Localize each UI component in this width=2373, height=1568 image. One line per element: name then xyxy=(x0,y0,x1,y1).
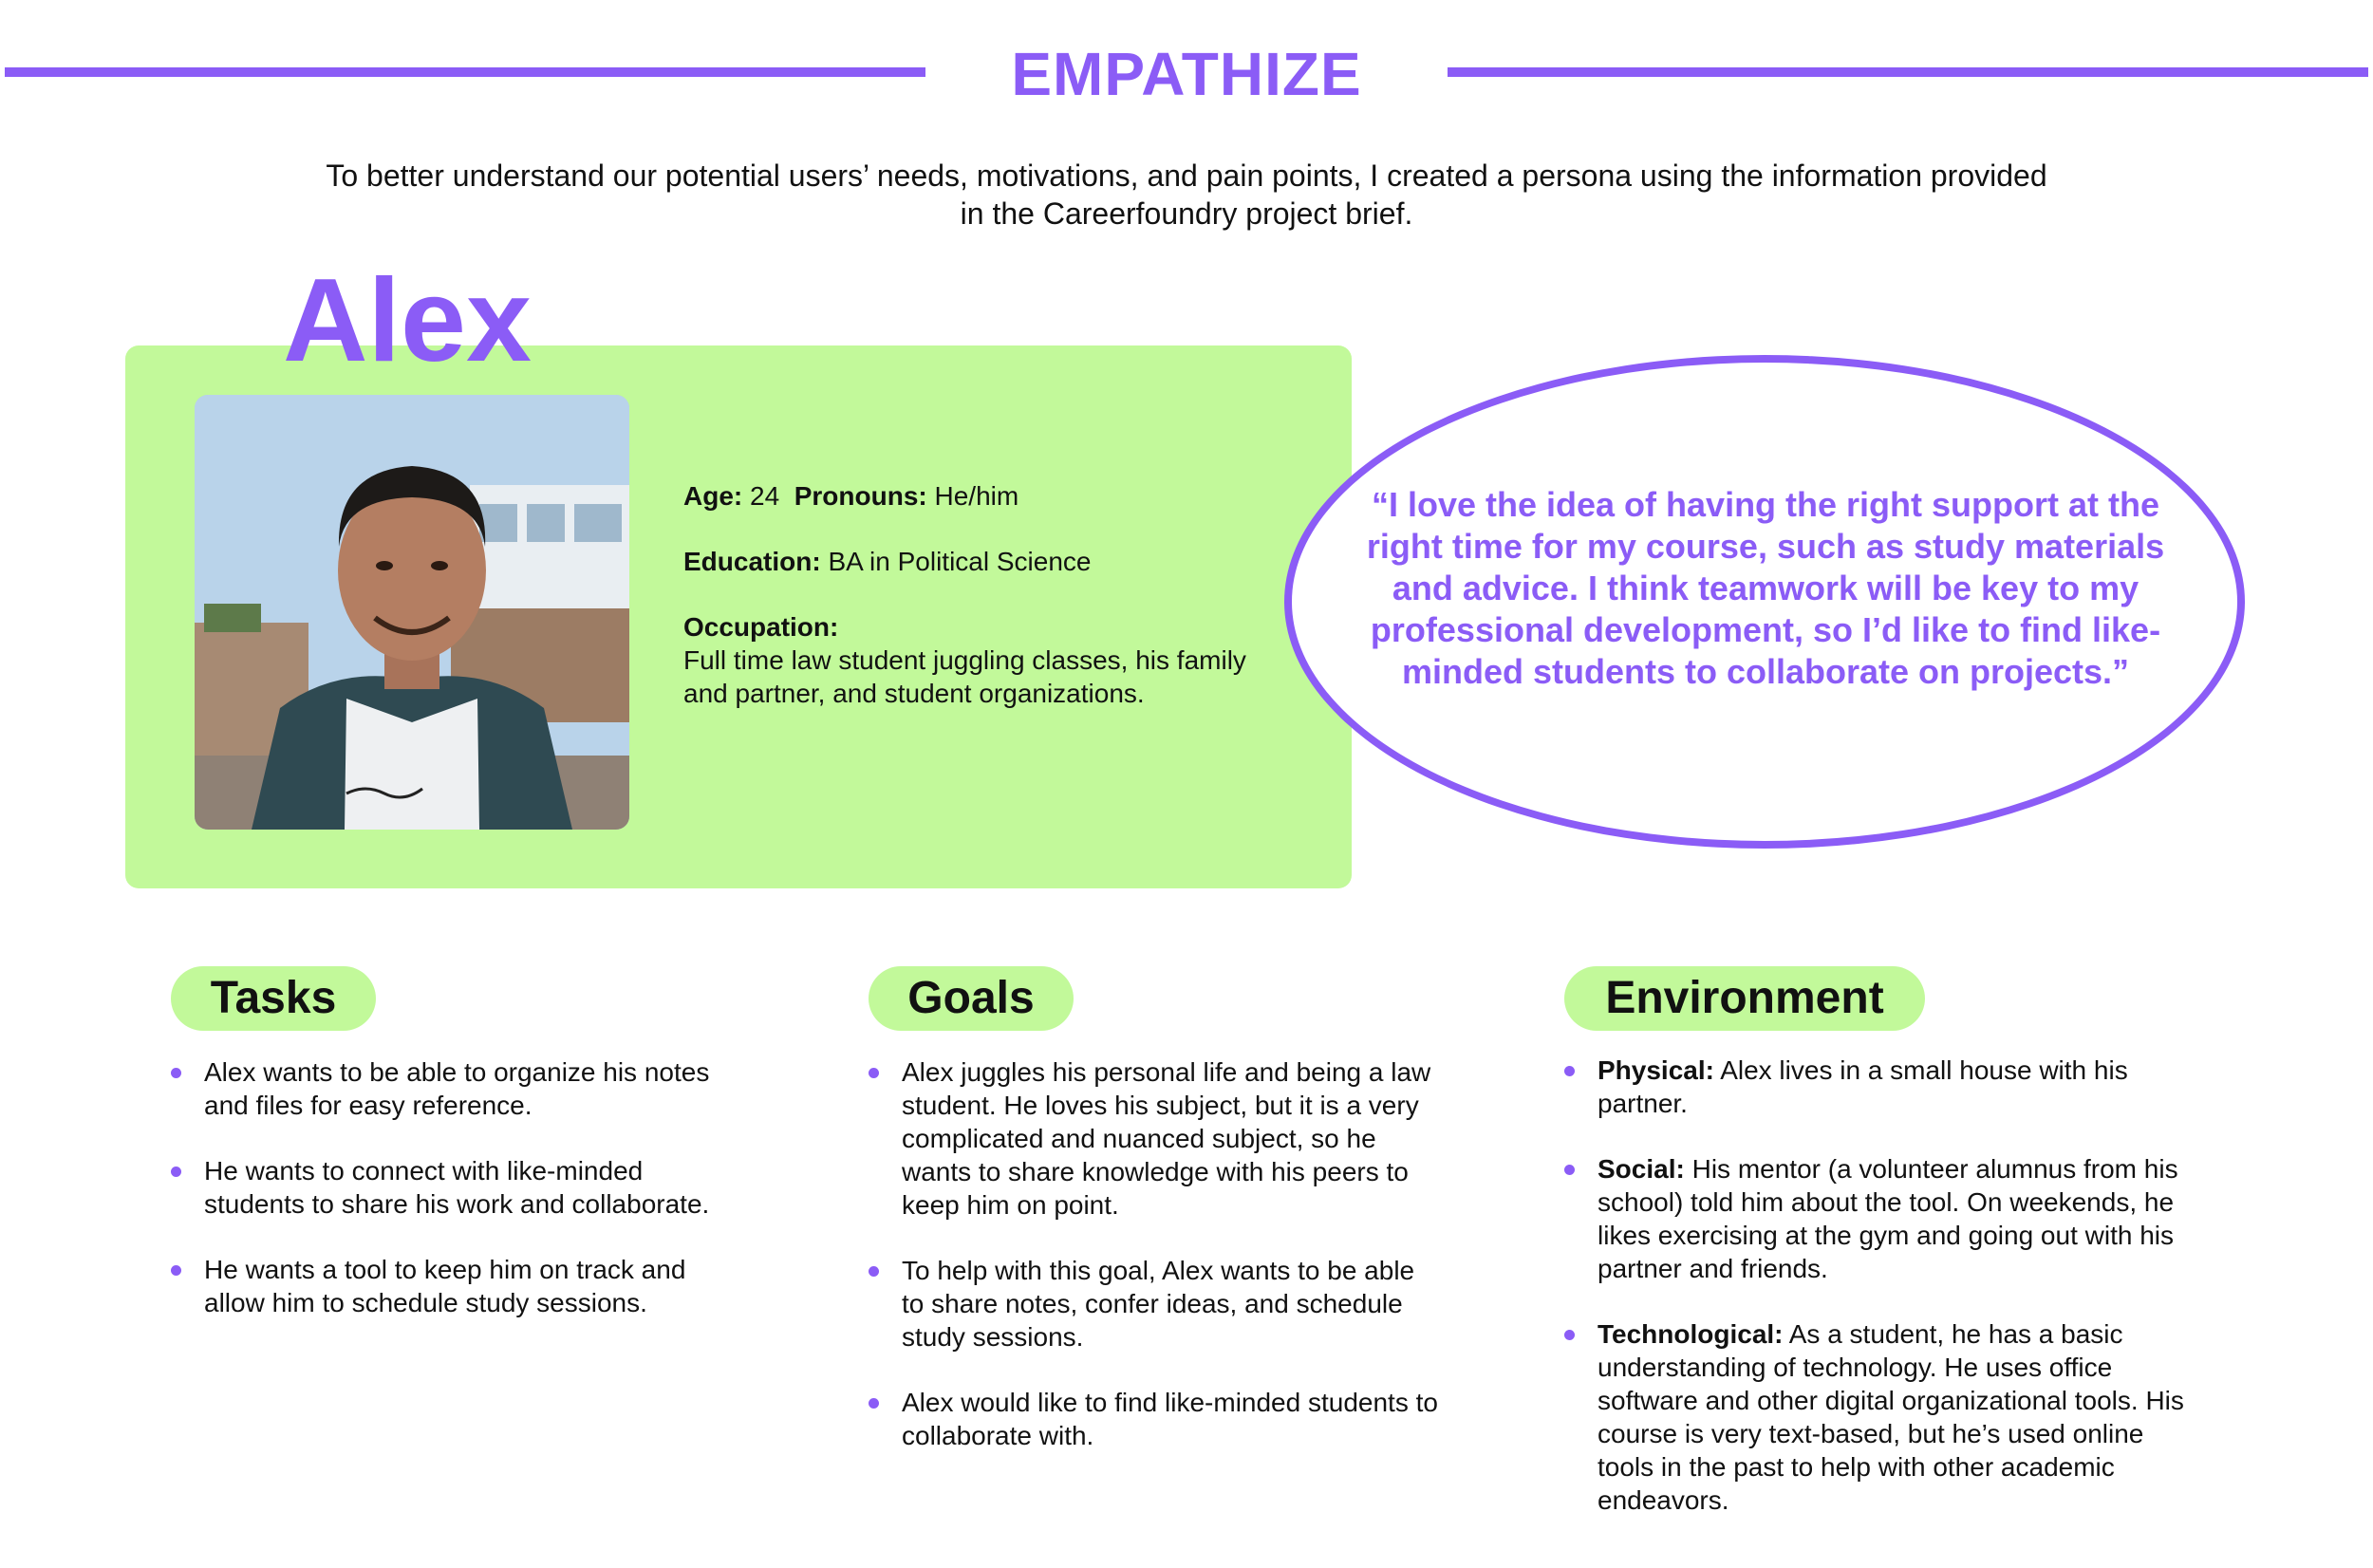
environment-label: Physical: xyxy=(1598,1055,1714,1085)
bullet-icon xyxy=(171,1167,181,1177)
page-title: EMPATHIZE xyxy=(1011,40,1362,108)
environment-text: As a student, he has a basic understanding of technology. He uses office software and other digital organizational tools. His course is very text-based, but he’s used online tools in the past to help with other academic endeavors. xyxy=(1598,1319,2184,1515)
bullet-icon xyxy=(869,1266,879,1277)
persona-occupation-row xyxy=(683,610,1291,710)
goal-text: Alex juggles his personal life and being a law student. He loves his subject, but it is a very complicated and nuanced subject, so he wants to share knowledge with his peers to keep him on point. xyxy=(902,1057,1431,1220)
education-value: BA in Political Science xyxy=(828,547,1092,576)
occupation-label: Occupation: xyxy=(683,612,839,642)
education-label: Education: xyxy=(683,547,821,576)
pronouns-value: He/him xyxy=(934,481,1019,511)
goal-text: To help with this goal, Alex wants to be able to share notes, confer ideas, and schedule study sessions. xyxy=(902,1256,1415,1352)
bullet-icon xyxy=(869,1398,879,1409)
header-divider-left xyxy=(5,67,925,77)
bullet-icon xyxy=(1564,1330,1575,1340)
list-item xyxy=(869,1386,1438,1452)
task-text: Alex wants to be able to organize his notes and files for easy reference. xyxy=(204,1057,710,1120)
header-divider-right xyxy=(1448,67,2368,77)
list-item xyxy=(869,1254,1438,1353)
tasks-list xyxy=(171,1055,740,1352)
persona-education-row xyxy=(683,545,1291,578)
persona-age-row xyxy=(683,479,1291,513)
bullet-icon xyxy=(171,1265,181,1276)
goals-heading: Goals xyxy=(869,966,1074,1031)
age-label: Age: xyxy=(683,481,743,511)
task-text: He wants a tool to keep him on track and allow him to schedule study sessions. xyxy=(204,1255,686,1317)
persona-name: Alex xyxy=(283,255,532,386)
environment-label: Social: xyxy=(1598,1154,1685,1184)
environment-label: Technological: xyxy=(1598,1319,1784,1349)
bullet-icon xyxy=(869,1068,879,1078)
list-item xyxy=(1564,1317,2200,1517)
list-item xyxy=(171,1055,740,1122)
persona-quote: “I love the idea of having the right support at the right time for my course, such as study materials and advice. I think teamwork will be key to my professional development, so I’d like to find like-minded students to collaborate on projects.” xyxy=(1366,485,2165,691)
occupation-value: Full time law student juggling classes, his family and partner, and student organizations. xyxy=(683,645,1246,708)
persona-details xyxy=(683,479,1291,710)
list-item xyxy=(1564,1152,2200,1285)
list-item xyxy=(171,1253,740,1319)
environment-list xyxy=(1564,1054,2200,1549)
environment-text: His mentor (a volunteer alumnus from his school) told him about the tool. On weekends, he likes exercising at the gym and going out with his partner and friends. xyxy=(1598,1154,2178,1283)
task-text: He wants to connect with like-minded students to share his work and collaborate. xyxy=(204,1156,710,1219)
persona-photo-illustration xyxy=(195,395,629,830)
list-item xyxy=(171,1154,740,1221)
persona-photo xyxy=(195,395,629,830)
list-item xyxy=(869,1055,1438,1222)
goal-text: Alex would like to find like-minded students to collaborate with. xyxy=(902,1388,1438,1450)
environment-text: Alex lives in a small house with his partner. xyxy=(1598,1055,2128,1118)
intro-text: To better understand our potential users’ needs, motivations, and pain points, I created a persona using the information provided in the Careerfoundry project brief. xyxy=(326,159,2047,231)
environment-heading: Environment xyxy=(1564,966,1925,1031)
age-value: 24 xyxy=(750,481,780,511)
pronouns-label: Pronouns: xyxy=(794,481,927,511)
tasks-heading: Tasks xyxy=(171,966,376,1031)
list-item xyxy=(1564,1054,2200,1120)
bullet-icon xyxy=(1564,1066,1575,1076)
goals-list xyxy=(869,1055,1438,1484)
bullet-icon xyxy=(1564,1165,1575,1175)
bullet-icon xyxy=(171,1068,181,1078)
